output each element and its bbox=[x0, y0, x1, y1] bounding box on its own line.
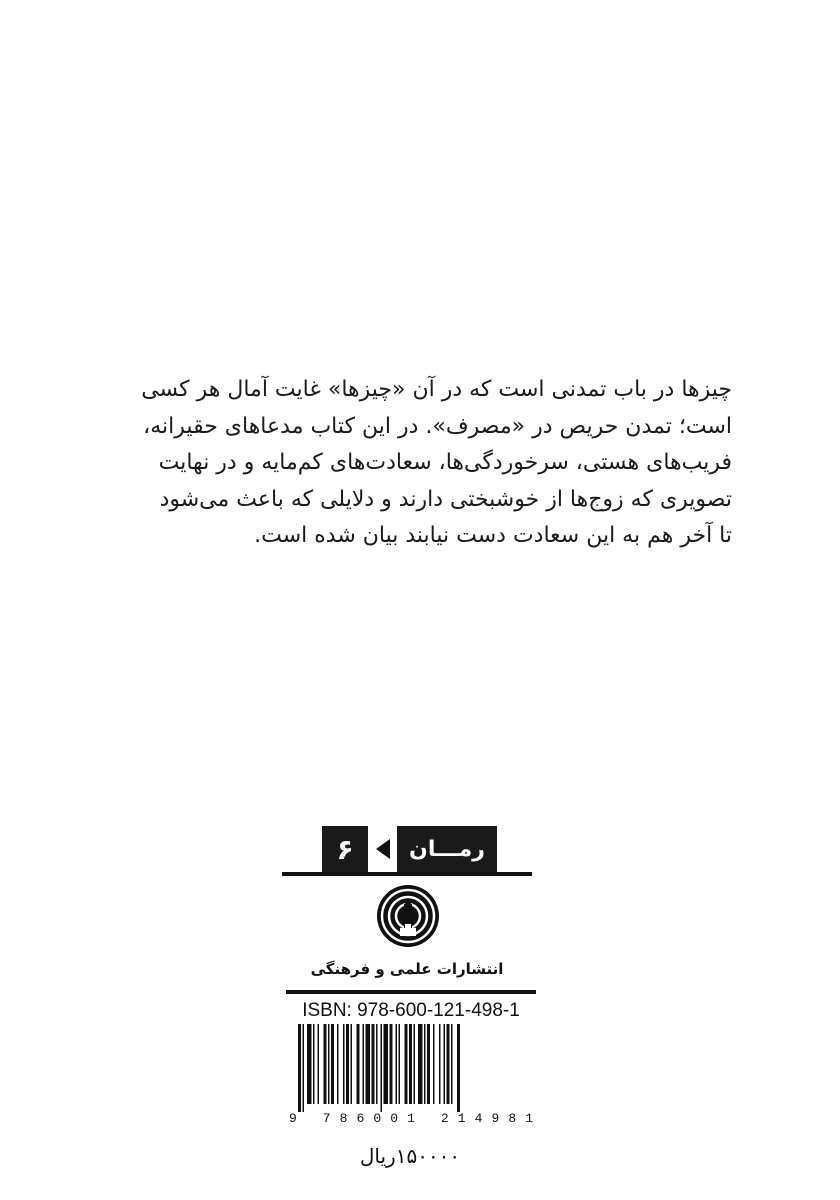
barcode-bar bbox=[357, 1024, 360, 1104]
barcode-bar bbox=[366, 1024, 371, 1104]
barcode-bar bbox=[343, 1024, 345, 1104]
barcode-bar bbox=[307, 1024, 312, 1104]
series-badge bbox=[282, 826, 532, 876]
barcode-bar bbox=[444, 1024, 446, 1104]
barcode-bar bbox=[298, 1024, 301, 1112]
series-number: ۶ bbox=[322, 826, 368, 872]
barcode-bar bbox=[414, 1024, 416, 1104]
barcode-bar bbox=[384, 1024, 389, 1104]
barcode-bar bbox=[424, 1024, 426, 1104]
barcode-bar bbox=[418, 1024, 423, 1104]
triangle-left-icon bbox=[376, 839, 390, 859]
barcode-bar bbox=[318, 1024, 320, 1104]
barcode-bar bbox=[399, 1024, 401, 1104]
blurb-line: چیزها در باب تمدنی است که در آن «چیزها» غایت آمال هر کسی bbox=[141, 377, 732, 402]
barcode-bar bbox=[447, 1024, 450, 1104]
price-label: ۱۵۰۰۰۰ریال bbox=[359, 1144, 461, 1168]
barcode-bar bbox=[376, 1024, 378, 1104]
barcode-bars bbox=[298, 1024, 460, 1112]
barcode-bar bbox=[331, 1024, 334, 1104]
barcode-bar bbox=[303, 1024, 305, 1112]
barcode-bar bbox=[346, 1024, 349, 1104]
barcode-bar bbox=[337, 1024, 339, 1104]
barcode-bar bbox=[439, 1024, 441, 1104]
publisher-name: انتشارات علمی و فرهنگی bbox=[310, 960, 504, 978]
barcode-bar bbox=[351, 1024, 353, 1104]
blurb-line: تا آخر هم به این سعادت دست نیابند بیان شده است. bbox=[254, 523, 732, 548]
isbn-rule bbox=[286, 990, 536, 994]
barcode-bar bbox=[457, 1024, 460, 1112]
series-rule bbox=[282, 872, 532, 876]
barcode-bar bbox=[313, 1024, 315, 1104]
barcode-bar bbox=[405, 1024, 408, 1104]
barcode-bar bbox=[328, 1024, 330, 1104]
barcode-bar bbox=[427, 1024, 430, 1104]
series-name: رمـــان bbox=[397, 826, 497, 872]
barcode-bar bbox=[409, 1024, 412, 1104]
barcode bbox=[286, 1024, 536, 1124]
blurb-line: است؛ تمدن حریص در «مصرف». در این کتاب مدعاهای حقیرانه، bbox=[143, 413, 732, 439]
barcode-bar bbox=[363, 1024, 365, 1104]
barcode-digits: 9 786001 214981 bbox=[289, 1111, 533, 1124]
blurb-line: فریب‌های هستی، سرخوردگی‌ها، سعادت‌های کم‌مایه و در نهایت bbox=[158, 450, 732, 475]
barcode-bar bbox=[451, 1024, 453, 1104]
barcode-bar bbox=[324, 1024, 327, 1104]
barcode-bar bbox=[433, 1024, 435, 1104]
publisher-logo-icon bbox=[376, 884, 440, 948]
isbn-label: ISBN: 978-600-121-498-1 bbox=[302, 1000, 520, 1021]
blurb-line: تصویری که زوج‌ها از خوشبختی دارند و دلایلی که باعث می‌شود bbox=[159, 486, 732, 512]
barcode-bar bbox=[390, 1024, 393, 1104]
back-cover-blurb bbox=[112, 372, 732, 555]
barcode-bar bbox=[396, 1024, 398, 1104]
barcode-bar bbox=[381, 1024, 383, 1112]
barcode-bar bbox=[372, 1024, 375, 1104]
